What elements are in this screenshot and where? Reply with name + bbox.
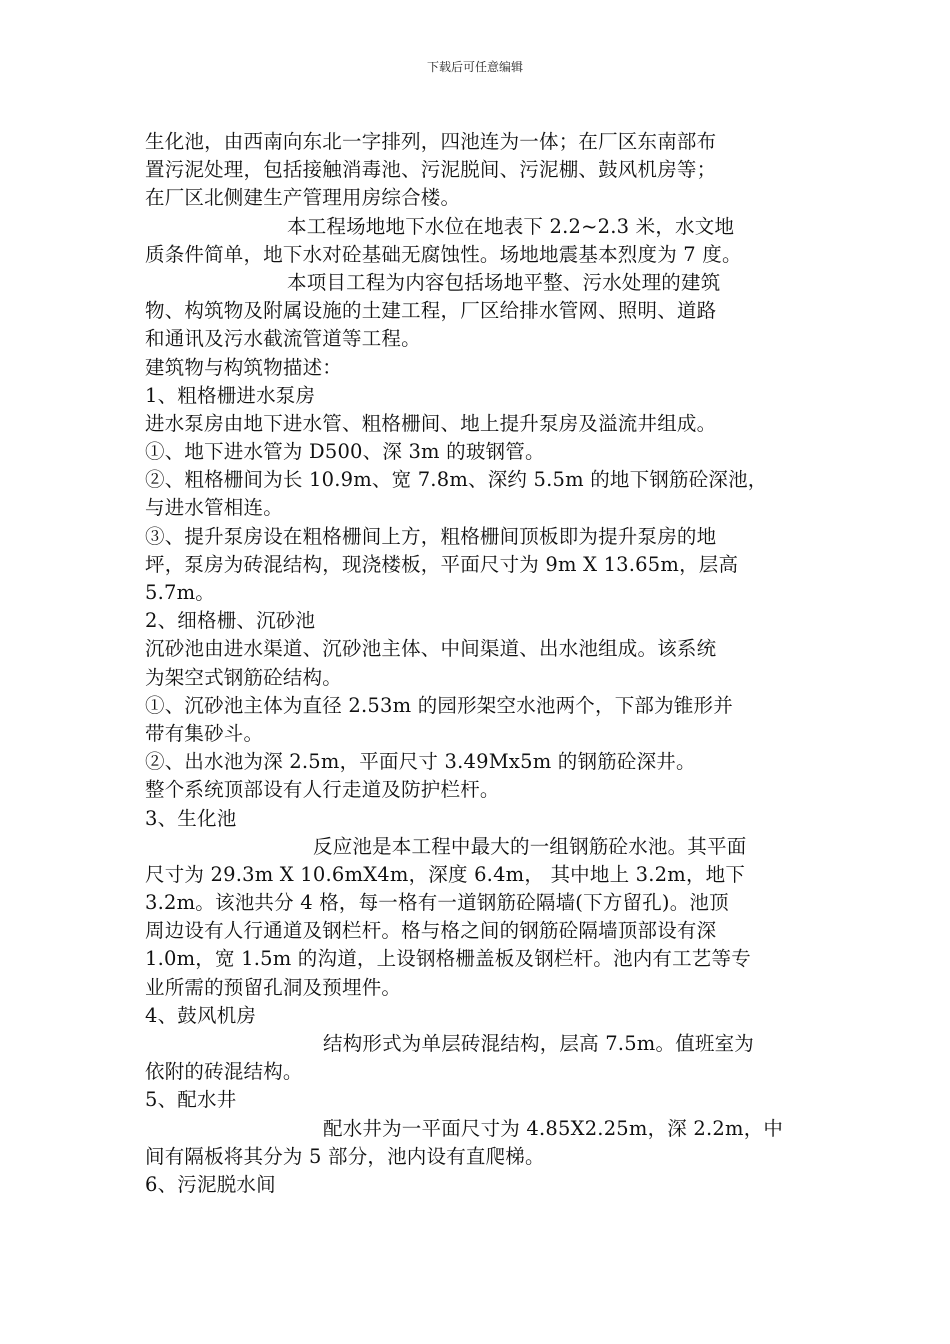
text-line: 1.0m，宽 1.5m 的沟道，上设钢格栅盖板及钢栏杆。池内有工艺等专	[145, 947, 751, 971]
text-line: 与进水管相连。	[145, 496, 283, 520]
text-line: 尺寸为 29.3m X 10.6mX4m，深度 6.4m， 其中地上 3.2m，地下	[145, 862, 746, 886]
text-line: 为架空式钢筋砼结构。	[145, 665, 343, 689]
section-heading: 3、生化池	[145, 806, 237, 830]
text-line: 本项目工程为内容包括场地平整、污水处理的建筑	[287, 270, 721, 294]
text-line: 坪，泵房为砖混结构，现浇楼板，平面尺寸为 9m X 13.65m，层高	[145, 552, 739, 576]
text-line: 置污泥处理，包括接触消毒池、污泥脱间、污泥棚、鼓风机房等；	[145, 158, 717, 182]
section-heading: 5、配水井	[145, 1088, 237, 1112]
text-line: 反应池是本工程中最大的一组钢筋砼水池。其平面	[313, 834, 747, 858]
text-line: ③、提升泵房设在粗格栅间上方，粗格栅间顶板即为提升泵房的地	[145, 524, 717, 548]
text-line: 配水井为一平面尺寸为 4.85X2.25m，深 2.2m，中	[323, 1116, 784, 1140]
text-line: 生化池，由西南向东北一字排列，四池连为一体；在厂区东南部布	[145, 130, 717, 153]
text-line: 物、构筑物及附属设施的土建工程，厂区给排水管网、照明、道路	[145, 299, 717, 323]
page-header: 下载后可任意编辑	[426, 60, 523, 74]
text-line: 带有集砂斗。	[145, 721, 264, 745]
text-line: 进水泵房由地下进水管、粗格栅间、地上提升泵房及溢流井组成。	[145, 411, 717, 435]
section-heading: 2、细格栅、沉砂池	[145, 609, 316, 633]
section-heading: 建筑物与构筑物描述：	[145, 355, 343, 379]
text-line: ②、粗格栅间为长 10.9m、宽 7.8m、深约 5.5m 的地下钢筋砼深池，	[145, 468, 768, 492]
text-line: ①、地下进水管为 D500、深 3m 的玻钢管。	[145, 440, 545, 464]
section-heading: 1、粗格栅进水泵房	[145, 383, 316, 407]
section-heading: 4、鼓风机房	[145, 1003, 257, 1027]
text-line: 结构形式为单层砖混结构，层高 7.5m。值班室为	[323, 1032, 755, 1055]
text-line: ①、沉砂池主体为直径 2.53m 的园形架空水池两个，下部为锥形并	[145, 693, 733, 717]
text-line: 整个系统顶部设有人行走道及防护栏杆。	[145, 778, 500, 802]
text-line: 3.2m。该池共分 4 格，每一格有一道钢筋砼隔墙(下方留孔)。池顶	[145, 891, 729, 915]
text-line: 在厂区北侧建生产管理用房综合楼。	[145, 186, 461, 210]
text-line: 依附的砖混结构。	[145, 1060, 303, 1084]
text-line: 间有隔板将其分为 5 部分，池内设有直爬梯。	[145, 1144, 545, 1168]
document-body	[145, 128, 813, 1199]
text-line: 本工程场地地下水位在地表下 2.2~2.3 米，水文地	[287, 214, 735, 238]
text-line: 和通讯及污水截流管道等工程。	[145, 327, 421, 351]
text-line: 质条件简单，地下水对砼基础无腐蚀性。场地地震基本烈度为 7 度。	[145, 242, 742, 266]
text-line: 周边设有人行通道及钢栏杆。格与格之间的钢筋砼隔墙顶部设有深	[145, 919, 717, 943]
text-line: 业所需的预留孔洞及预埋件。	[145, 975, 402, 999]
text-line: 5.7m。	[145, 581, 216, 604]
text-line: 沉砂池由进水渠道、沉砂池主体、中间渠道、出水池组成。该系统	[145, 637, 717, 661]
text-line: ②、出水池为深 2.5m，平面尺寸 3.49Mx5m 的钢筋砼深井。	[145, 750, 696, 774]
section-heading: 6、污泥脱水间	[145, 1172, 276, 1196]
